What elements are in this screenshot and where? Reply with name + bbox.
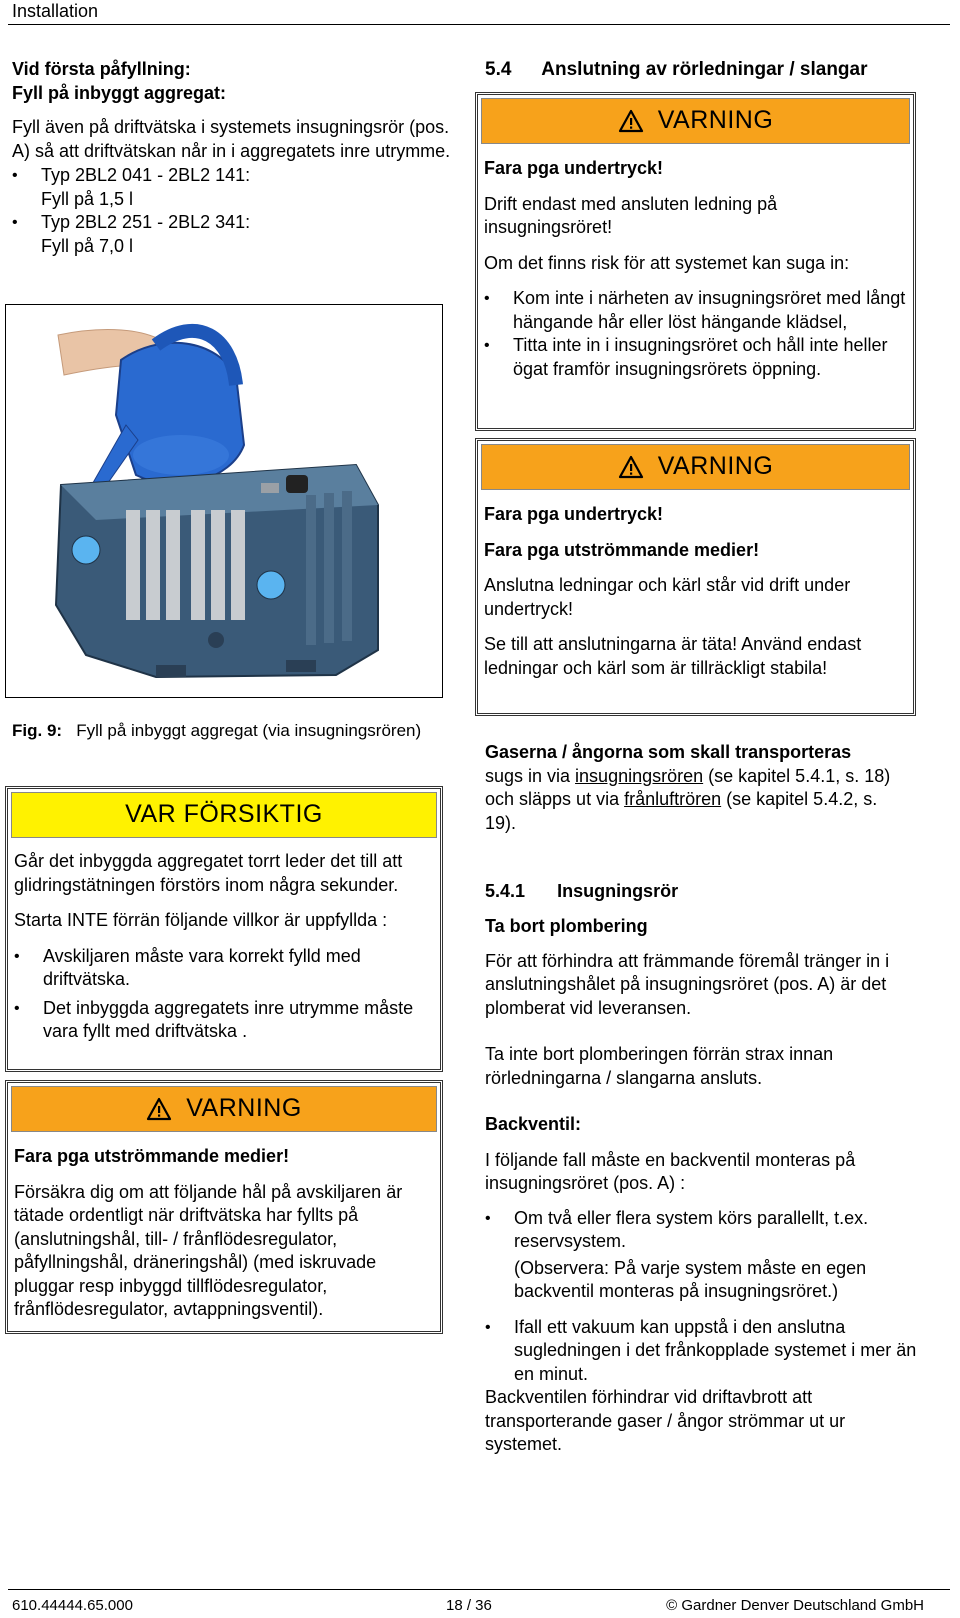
caution-header [11,792,437,838]
warning-title: VARNING [657,452,774,481]
caution-text: Går det inbyggda aggregatet torrt leder det till att glidringstätningen förstörs inom några sekunder. [14,851,403,895]
remove-seal-text-2: Ta inte bort plomberingen förrän strax innan rörledningarna / slangarna ansluts. [485,1044,834,1088]
check-valve-list [485,1207,925,1387]
type-line: • Typ 2BL2 251 - 2BL2 341: [41,212,251,232]
warning-body [478,147,913,381]
gases-text-part: (se kapitel 5.4.2, s. 19). [485,789,878,833]
warning-header [481,98,910,144]
intro-heading-1: Vid första påfyllning: [12,59,191,79]
warning-text-2: Om det finns risk för att systemet kan suga in: [484,252,850,273]
type-line: • Typ 2BL2 041 - 2BL2 141: [41,165,251,185]
caution-conditions-intro: Starta INTE förrän följande villkor är uppfyllda : [14,910,388,930]
check-valve-intro: I följande fall måste en backventil monteras på insugningsröret (pos. A) : [485,1149,856,1193]
intro-section [12,58,452,258]
gases-text [485,765,905,836]
gases-text-part: sugs in via [485,765,576,786]
section-number: 5.4 [485,59,512,80]
warning-header [481,444,910,490]
warning-body [8,1135,440,1322]
intro-heading-2: Fyll på inbyggt aggregat: [12,82,227,103]
warning-triangle-icon [618,455,644,479]
warning-box-media [5,1080,443,1334]
gases-text-part: (se kapitel 5.4.1, s. 18) och släpps ut via [485,765,891,809]
list-item: • Titta inte in i insugningsröret och håll inte heller ögat framför insugningsrörets öppning. [484,334,907,381]
check-valve-section [485,1113,925,1457]
figure-image [5,304,443,698]
section-heading [485,58,868,82]
remove-seal-text-1: För att förhindra att främmande föremål tränger in i anslutningshålet på insugningsröret (pos. A) är det plomberat vid leveransen. [485,950,890,1018]
footer-company: © Gardner Denver Deutschland GmbH [666,1597,924,1614]
header-divider [8,24,950,25]
warning-header [11,1086,437,1132]
intro-text: Fyll även på driftvätska i systemets insugningsrör (pos. A) så att driftvätskan når in i aggregatets inre utrymme. [12,117,451,161]
page-header-title: Installation [12,1,99,21]
warning-hazard-2: Fara pga utströmmande medier! [484,539,760,560]
subsection-heading [485,880,678,904]
type-fill: Fyll på 7,0 l [41,235,134,256]
caution-title: VAR FÖRSIKTIG [125,800,323,829]
warning-text: Försäkra dig om att följande hål på avskiljaren är tätade ordentligt när driftvätska har fyllts på (anslutningshål, till- / frånflödesregulator, påfyllningshål, dräneringshål) (med iskruvade pluggar resp inbyggd tillflödesregulator, frånflödesregulator, avtappningsventil). [14,1181,403,1319]
warning-text-1: Drift endast med ansluten ledning på insugningsröret! [484,193,778,237]
exhaust-pipes-link[interactable]: frånluftrören [624,789,722,809]
warning-title: VARNING [186,1094,302,1123]
list-item: • Ifall ett vakuum kan uppstå i den anslutna sugledningen i det frånkopplade systemet i mer än en minut. [485,1316,925,1387]
warning-hazard: Fara pga undertryck! [484,158,664,178]
intake-pipes-link[interactable]: insugningsrören [575,765,704,786]
warning-bullets [484,287,907,381]
caution-body [8,841,440,1044]
warning-box-undertryck [475,92,916,431]
subsection-title: Insugningsrör [557,881,679,901]
warning-hazard: Fara pga utströmmande medier! [14,1146,290,1166]
list-item [12,164,452,211]
list-item [485,1207,925,1304]
warning-body [478,493,913,680]
figure-caption-text: Fyll på inbyggt aggregat (via insugningsrören) [76,721,422,740]
pump-filling-illustration [6,305,442,697]
caution-box [5,786,443,1072]
footer-doc-number: 610.44444.65.000 [12,1597,133,1614]
check-valve-heading: Backventil: [485,1114,582,1134]
list-item: • Det inbyggda aggregatets inre utrymme måste vara fyllt med driftvätska . [14,997,434,1044]
warning-text-1: Anslutna ledningar och kärl står vid drift under undertryck! [484,575,851,619]
figure-caption [12,720,442,741]
warning-triangle-icon [618,109,644,133]
figure-label: Fig. 9: [12,721,63,740]
check-bullet-note: (Observera: På varje system måste en egen backventil monteras på insugningsröret.) [514,1257,867,1301]
footer-page-number: 18 / 36 [446,1597,492,1614]
warning-hazard-1: Fara pga undertryck! [484,504,664,524]
section-title: Anslutning av rörledningar / slangar [541,59,868,80]
list-item [12,211,452,258]
gases-heading: Gaserna / ångorna som skall transporteras [485,742,852,762]
warning-text-2: Se till att anslutningarna är täta! Använd endast ledningar och kärl som är tillräckligt stabila! [484,634,862,678]
list-item: • Avskiljaren måste vara korrekt fylld med driftvätska. [14,945,434,992]
check-valve-outro: Backventilen förhindrar vid driftavbrott att transporterande gaser / ångor strömmar ut ur systemet. [485,1387,846,1454]
type-list [12,164,452,258]
check-bullet-text: • Om två eller flera system körs parallellt, t.ex. reservsystem. [514,1207,869,1251]
remove-seal-heading: Ta bort plombering [485,916,648,936]
warning-triangle-icon [146,1097,172,1121]
list-item: • Kom inte i närheten av insugningsröret med långt hängande hår eller löst hängande klädsel, [484,287,907,334]
type-fill: Fyll på 1,5 l [41,188,134,209]
caution-conditions [14,945,434,1044]
warning-box-connections [475,438,916,716]
subsection-number: 5.4.1 [485,881,526,901]
footer-divider [8,1589,950,1590]
seal-section [485,915,933,1090]
warning-title: VARNING [657,106,774,135]
gases-section [485,741,905,835]
